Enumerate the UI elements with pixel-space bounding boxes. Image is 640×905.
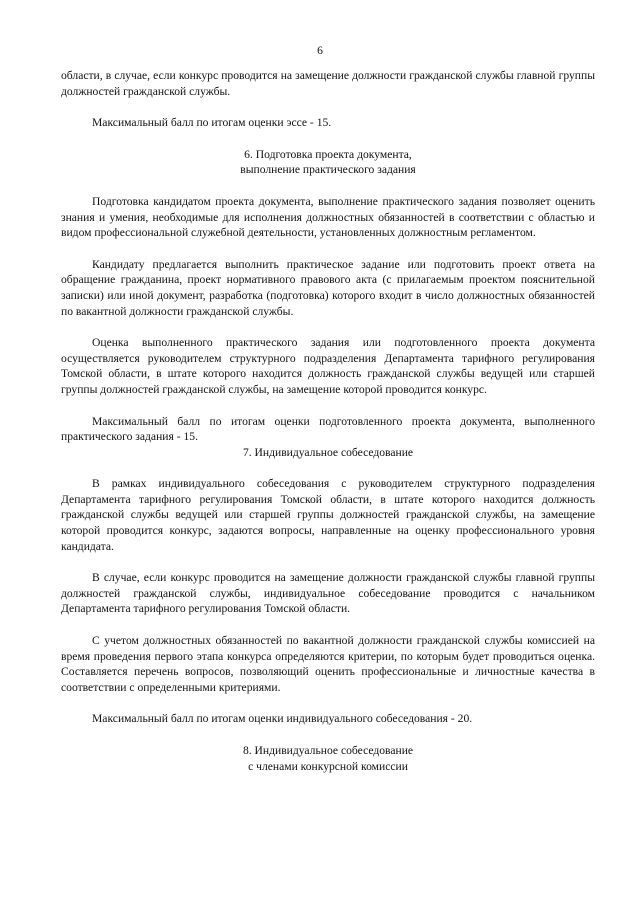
section-8-heading [61, 743, 595, 774]
page-number: 6 [317, 44, 323, 57]
paragraph-continuation: области, в случае, если конкурс проводится на замещение должности гражданской службы главной группы должностей гражданской службы. [61, 69, 595, 98]
section-7-heading: 7. Индивидуальное собеседование [242, 445, 414, 459]
section-6-heading-line1: 6. Подготовка проекта документа, [244, 147, 412, 161]
section-8-heading-line1: 8. Индивидуальное собеседование [242, 744, 414, 757]
paragraph-document-preparation: Подготовка кандидатом проекта документа, выполнение практического задания позволяет оценить знания и умения, необходимые для исполнения должностных обязанностей в соответствии с областью и видом профессиональной служебной деятельности, установленных должностным регламентом. [61, 194, 595, 240]
section-6-heading [61, 147, 595, 178]
paragraph-practical-task: Кандидату предлагается выполнить практическое задание или подготовить проект ответа на обращение гражданина, проект нормативного правового акта (с прилагаемым проектом пояснительной записки) или иной документ, разработка (подготовка) которого входит в число должностных обязанностей по вакантной должности гражданской службы. [61, 257, 595, 318]
paragraph-interview-max-score: Максимальный балл по итогам оценки индивидуального собеседования - 20. [92, 712, 473, 726]
section-6-heading-line2: выполнение практического задания [240, 163, 416, 177]
section-8-heading-line2: с членами конкурсной комиссии [248, 759, 408, 773]
page-content [61, 68, 595, 774]
paragraph-task-evaluation: Оценка выполненного практического задания или подготовленного проекта документа осуществляется руководителем структурного подразделения Департамента тарифного регулирования Томской области, в штате которого находится должность гражданской службы ведущей или старшей группы должностей гражданской службы, на замещение которой проводится конкурс. [61, 336, 595, 396]
paragraph-task-max-score: Максимальный балл по итогам оценки подготовленного проекта документа, выполненного практического задания - 15. [61, 414, 595, 444]
paragraph-interview-criteria: С учетом должностных обязанностей по вакантной должности гражданской службы комиссией на время проведения первого этапа конкурса определяются критерии, по которым будет проводиться оценка. Составляется перечень вопросов, позволяющий оценить профессиональные и личностные качества в соответствии с определенными критериями. [61, 634, 595, 694]
paragraph-interview-head: В рамках индивидуального собеседования с руководителем структурного подразделения Департамента тарифного регулирования Томской области, в штате которого находится должность гражданской службы ведущей или старшей группы должностей гражданской службы, на замещение которой проводится конкурс, задаются вопросы, направленные на оценку профессионального уровня кандидата. [61, 477, 595, 553]
paragraph-essay-max-score: Максимальный балл по итогам оценки эссе - 15. [92, 116, 332, 130]
paragraph-interview-main-group: В случае, если конкурс проводится на замещение должности гражданской службы главной группы должностей гражданской службы, индивидуальное собеседование проводится с начальником Департамента тарифного регулирования Томской области. [61, 571, 595, 616]
